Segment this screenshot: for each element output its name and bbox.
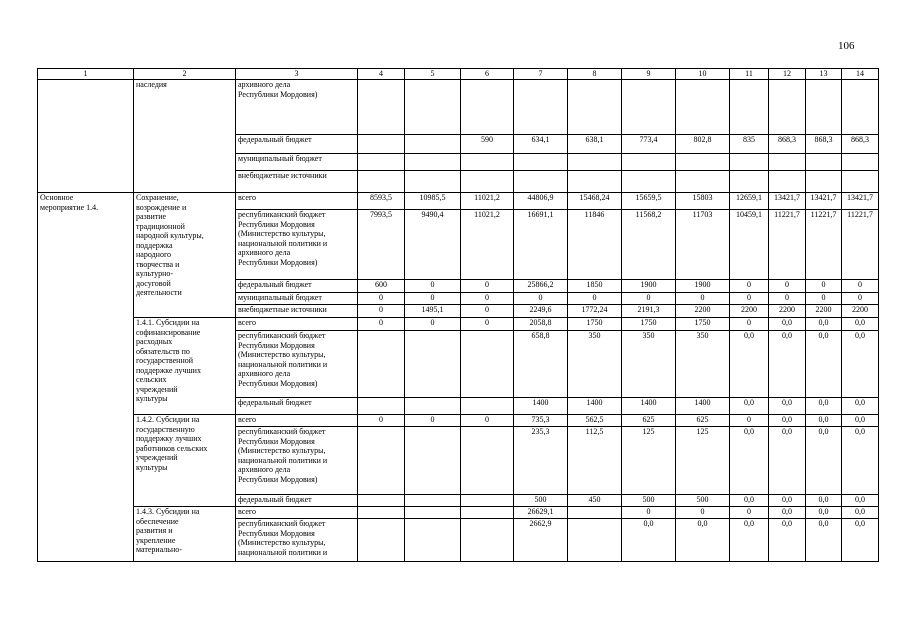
value-cell: 802,8 [676,135,730,154]
value-cell [405,507,461,519]
funding-source-cell: муниципальный бюджет [236,293,358,305]
column-header: 5 [405,69,461,80]
value-cell: 0,0 [842,415,879,427]
value-cell: 235,3 [514,427,568,495]
value-cell [622,154,676,171]
value-cell: 0,0 [806,318,842,331]
table-row [38,507,879,519]
value-cell: 125 [622,427,676,495]
value-cell: 1400 [676,398,730,415]
value-cell: 835 [730,135,769,154]
value-cell [568,519,622,562]
value-cell: 11846 [568,210,622,280]
funding-source-cell: федеральный бюджет [236,495,358,507]
value-cell: 11568,2 [622,210,676,280]
value-cell [769,171,806,193]
value-cell: 350 [676,331,730,398]
value-cell [405,519,461,562]
value-cell [730,154,769,171]
value-cell: 0 [461,415,514,427]
value-cell [842,80,879,135]
column-header: 9 [622,69,676,80]
value-cell: 2058,8 [514,318,568,331]
value-cell: 0,0 [730,519,769,562]
value-cell: 0,0 [842,398,879,415]
funding-source-cell: всего [236,415,358,427]
funding-source-cell: всего [236,507,358,519]
value-cell: 0 [730,293,769,305]
value-cell: 0,0 [769,519,806,562]
value-cell: 500 [676,495,730,507]
value-cell [622,80,676,135]
page-number: 106 [838,40,855,52]
value-cell: 0 [730,415,769,427]
value-cell: 1495,1 [405,305,461,318]
value-cell [769,80,806,135]
value-cell [358,507,405,519]
value-cell: 868,3 [769,135,806,154]
value-cell: 1400 [568,398,622,415]
value-cell [730,80,769,135]
value-cell [806,154,842,171]
value-cell: 0,0 [806,398,842,415]
value-cell: 1850 [568,280,622,293]
funding-source-cell: федеральный бюджет [236,135,358,154]
value-cell: 0 [461,305,514,318]
value-cell: 125 [676,427,730,495]
value-cell: 2200 [806,305,842,318]
value-cell: 1900 [622,280,676,293]
value-cell: 0 [769,293,806,305]
value-cell [514,80,568,135]
value-cell: 0,0 [730,398,769,415]
funding-source-cell: республиканский бюджет Республики Мордовия (Министерство культуры, национальной политики и архивного дела Республики Мордовия) [236,331,358,398]
value-cell [358,519,405,562]
value-cell [676,171,730,193]
value-cell [405,135,461,154]
column-header: 10 [676,69,730,80]
value-cell: 600 [358,280,405,293]
value-cell: 0,0 [730,331,769,398]
value-cell [568,80,622,135]
value-cell: 0 [461,280,514,293]
column-header: 12 [769,69,806,80]
value-cell: 11703 [676,210,730,280]
value-cell: 11021,2 [461,210,514,280]
column-header: 14 [842,69,879,80]
funding-source-cell: внебюджетные источники [236,305,358,318]
value-cell: 0,0 [769,427,806,495]
value-cell: 0 [405,415,461,427]
value-cell [842,171,879,193]
value-cell: 0 [622,507,676,519]
value-cell: 11221,7 [769,210,806,280]
value-cell: 2249,6 [514,305,568,318]
value-cell [358,495,405,507]
value-cell [461,398,514,415]
value-cell: 13421,7 [769,193,806,210]
value-cell [358,427,405,495]
value-cell: 0 [730,507,769,519]
funding-source-cell: федеральный бюджет [236,280,358,293]
value-cell [358,154,405,171]
value-cell [405,398,461,415]
value-cell: 562,5 [568,415,622,427]
value-cell: 500 [622,495,676,507]
value-cell: 590 [461,135,514,154]
value-cell [405,427,461,495]
value-cell: 735,3 [514,415,568,427]
value-cell: 0 [358,318,405,331]
value-cell: 0,0 [842,519,879,562]
value-cell: 13421,7 [806,193,842,210]
value-cell: 7993,5 [358,210,405,280]
value-cell: 15803 [676,193,730,210]
value-cell: 1750 [622,318,676,331]
funding-source-cell: федеральный бюджет [236,398,358,415]
value-cell: 0 [842,280,879,293]
funding-source-cell: республиканский бюджет Республики Мордовия (Министерство культуры, национальной политики и [236,519,358,562]
value-cell: 0,0 [676,519,730,562]
value-cell [358,171,405,193]
value-cell [842,154,879,171]
value-cell: 0,0 [806,519,842,562]
value-cell: 0,0 [806,331,842,398]
value-cell: 868,3 [842,135,879,154]
value-cell [806,80,842,135]
value-cell: 0 [676,507,730,519]
value-cell [358,398,405,415]
table-row [38,193,879,210]
value-cell: 0,0 [622,519,676,562]
value-cell: 112,5 [568,427,622,495]
value-cell [806,171,842,193]
value-cell [622,171,676,193]
value-cell: 2191,3 [622,305,676,318]
value-cell: 450 [568,495,622,507]
value-cell: 0 [405,280,461,293]
value-cell [405,171,461,193]
value-cell [514,171,568,193]
value-cell: 2200 [730,305,769,318]
value-cell: 1772,24 [568,305,622,318]
column-header: 6 [461,69,514,80]
value-cell: 0 [568,293,622,305]
value-cell: 1900 [676,280,730,293]
activity-cell [38,80,134,193]
value-cell: 0,0 [842,507,879,519]
value-cell: 0,0 [806,495,842,507]
value-cell [461,495,514,507]
column-header: 13 [806,69,842,80]
value-cell: 1750 [676,318,730,331]
value-cell: 9490,4 [405,210,461,280]
funding-source-cell: внебюджетные источники [236,171,358,193]
value-cell [676,154,730,171]
value-cell [461,519,514,562]
value-cell: 0 [358,305,405,318]
value-cell [461,507,514,519]
value-cell: 0 [358,293,405,305]
value-cell: 638,1 [568,135,622,154]
value-cell: 15659,5 [622,193,676,210]
value-cell [358,135,405,154]
value-cell: 868,3 [806,135,842,154]
value-cell: 0,0 [769,415,806,427]
value-cell: 0 [842,293,879,305]
value-cell: 0 [730,280,769,293]
value-cell: 0 [358,415,405,427]
column-header: 2 [134,69,236,80]
value-cell: 0,0 [806,427,842,495]
value-cell: 44806,9 [514,193,568,210]
table-row [38,415,879,427]
value-cell: 0 [405,318,461,331]
value-cell: 12659,1 [730,193,769,210]
value-cell: 10459,1 [730,210,769,280]
value-cell: 0,0 [769,398,806,415]
value-cell: 25866,2 [514,280,568,293]
table-row [38,318,879,331]
column-header: 8 [568,69,622,80]
column-header: 4 [358,69,405,80]
value-cell [730,171,769,193]
value-cell: 2200 [676,305,730,318]
value-cell: 0,0 [769,331,806,398]
funding-source-cell: всего [236,193,358,210]
column-header: 7 [514,69,568,80]
measure-cell: 1.4.1. Субсидии на софинансирование расходных обязательств по государственной поддержке лучших сельских учреждений культуры [134,318,236,415]
funding-source-cell: муниципальный бюджет [236,154,358,171]
value-cell: 0 [514,293,568,305]
value-cell: 13421,7 [842,193,879,210]
value-cell: 0,0 [806,415,842,427]
column-header: 11 [730,69,769,80]
activity-cell: Основное мероприятие 1.4. [38,193,134,562]
value-cell: 1400 [514,398,568,415]
value-cell: 0 [730,318,769,331]
budget-table [37,68,879,562]
value-cell [461,171,514,193]
value-cell: 1750 [568,318,622,331]
table-body [38,69,879,562]
value-cell: 0,0 [730,427,769,495]
value-cell: 26629,1 [514,507,568,519]
funding-source-cell: всего [236,318,358,331]
value-cell [358,331,405,398]
value-cell: 0 [769,280,806,293]
value-cell: 634,1 [514,135,568,154]
measure-cell: наследия [134,80,236,193]
value-cell: 15468,24 [568,193,622,210]
value-cell: 0,0 [842,495,879,507]
value-cell [568,507,622,519]
value-cell: 350 [622,331,676,398]
funding-source-cell: республиканский бюджет Республики Мордовия (Министерство культуры, национальной политики и архивного дела Республики Мордовия) [236,427,358,495]
measure-cell: 1.4.2. Субсидии на государственную поддержку лучших работников сельских учреждений культуры [134,415,236,507]
value-cell: 0,0 [806,507,842,519]
value-cell: 0,0 [769,318,806,331]
value-cell [461,154,514,171]
value-cell: 0 [806,280,842,293]
header-row [38,69,879,80]
value-cell: 0 [676,293,730,305]
value-cell: 16691,1 [514,210,568,280]
value-cell [405,154,461,171]
value-cell: 0,0 [769,507,806,519]
funding-source-cell: республиканский бюджет Республики Мордовия (Министерство культуры, национальной политики и архивного дела Республики Мордовия) [236,210,358,280]
value-cell [514,154,568,171]
value-cell: 0 [461,318,514,331]
value-cell: 0,0 [842,318,879,331]
value-cell: 0,0 [730,495,769,507]
value-cell [461,427,514,495]
value-cell: 10985,5 [405,193,461,210]
value-cell: 11221,7 [842,210,879,280]
value-cell: 658,8 [514,331,568,398]
value-cell [461,80,514,135]
value-cell: 11221,7 [806,210,842,280]
value-cell [358,80,405,135]
value-cell [769,154,806,171]
value-cell: 625 [676,415,730,427]
value-cell: 500 [514,495,568,507]
value-cell [405,80,461,135]
value-cell [568,171,622,193]
value-cell: 0 [405,293,461,305]
value-cell [405,331,461,398]
measure-cell: Сохранение, возрождение и развитие традиционной народной культуры, поддержка народного творчества и культурно- досуговой деятельности [134,193,236,318]
funding-source-cell: архивного дела Республики Мордовия) [236,80,358,135]
value-cell: 0 [806,293,842,305]
value-cell: 0,0 [842,427,879,495]
value-cell: 2200 [842,305,879,318]
table-row [38,80,879,135]
column-header: 3 [236,69,358,80]
value-cell [461,331,514,398]
value-cell: 1400 [622,398,676,415]
value-cell [676,80,730,135]
value-cell: 2200 [769,305,806,318]
value-cell: 350 [568,331,622,398]
value-cell [405,495,461,507]
value-cell: 0 [461,293,514,305]
value-cell: 773,4 [622,135,676,154]
value-cell: 0 [622,293,676,305]
value-cell: 2662,9 [514,519,568,562]
value-cell: 625 [622,415,676,427]
measure-cell: 1.4.3. Субсидии на обеспечение развития и укрепление материально- [134,507,236,562]
value-cell: 0,0 [769,495,806,507]
value-cell: 8593,5 [358,193,405,210]
value-cell: 0,0 [842,331,879,398]
column-header: 1 [38,69,134,80]
value-cell [568,154,622,171]
value-cell: 11021,2 [461,193,514,210]
